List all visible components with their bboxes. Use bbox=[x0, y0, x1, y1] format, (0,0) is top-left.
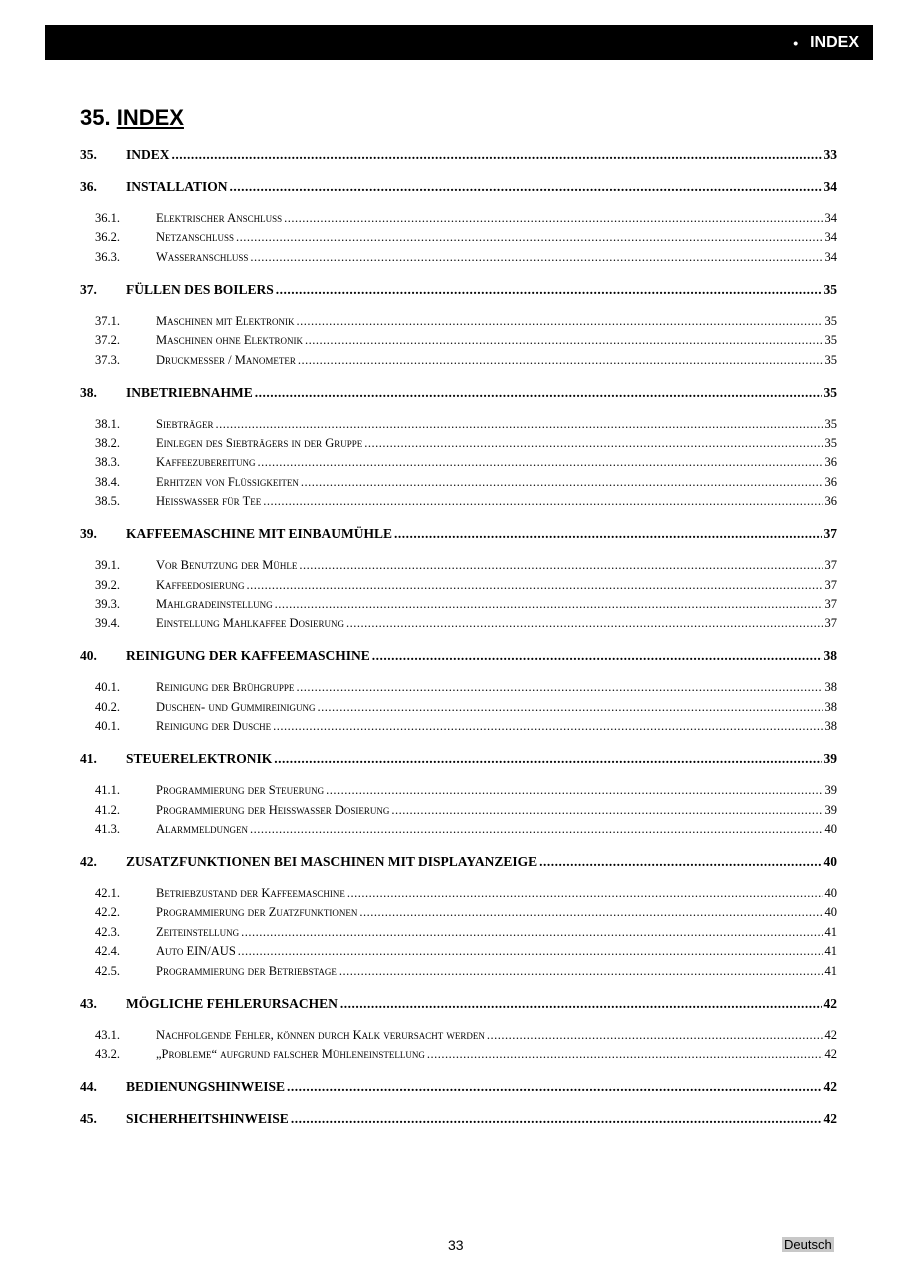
toc-section-row bbox=[80, 648, 837, 668]
toc-subsection-row bbox=[80, 616, 837, 636]
toc-number: 37.3. bbox=[95, 352, 120, 367]
toc-page-number: 39 bbox=[824, 783, 837, 798]
toc-page-number: 34 bbox=[824, 211, 837, 225]
toc-section-row bbox=[80, 179, 837, 199]
toc-title: Mahlgradeinstellung bbox=[156, 597, 273, 611]
toc-title: KAFFEEMASCHINE MIT EINBAUMÜHLE bbox=[126, 526, 393, 542]
toc-subsection-row bbox=[80, 905, 837, 925]
header-label: INDEX bbox=[810, 33, 859, 51]
toc-title: FÜLLEN DES BOILERS bbox=[126, 281, 274, 297]
toc-number: 38.1. bbox=[95, 416, 120, 431]
toc-dot-leader bbox=[339, 964, 823, 979]
toc-section-row bbox=[80, 282, 837, 302]
toc-number: 40. bbox=[80, 648, 97, 664]
toc-section-row bbox=[80, 854, 837, 874]
toc-number: 38.4. bbox=[95, 474, 120, 489]
toc-title: Duschen- und Gummireinigung bbox=[156, 699, 316, 714]
toc-number: 42.4. bbox=[95, 944, 120, 959]
toc-dot-leader bbox=[326, 783, 822, 798]
toc-number: 37.1. bbox=[95, 313, 120, 328]
toc-page-number: 41 bbox=[824, 944, 837, 959]
toc-title: BEDIENUNGSHINWEISE bbox=[126, 1079, 286, 1094]
toc-number: 40.1. bbox=[95, 680, 120, 695]
toc-number: 36.2. bbox=[95, 230, 120, 245]
toc-number: 37.2. bbox=[95, 333, 120, 348]
header-bullet: • bbox=[793, 34, 799, 51]
toc-number: 36.3. bbox=[95, 249, 120, 264]
toc-subsection-row bbox=[80, 494, 837, 514]
toc-subsection-row bbox=[80, 925, 837, 945]
toc-page-number: 34 bbox=[824, 230, 837, 245]
toc-page-number: 38 bbox=[824, 699, 837, 714]
toc-subsection-row bbox=[80, 886, 837, 906]
toc-dot-leader bbox=[276, 282, 822, 298]
toc-title: Alarmmeldungen bbox=[156, 822, 249, 836]
toc-dot-leader bbox=[359, 905, 822, 920]
page-number: 33 bbox=[448, 1237, 464, 1253]
toc-subsection-row bbox=[80, 436, 837, 456]
toc-dot-leader bbox=[284, 211, 822, 226]
toc-section-row bbox=[80, 1111, 837, 1131]
toc-number: 36. bbox=[80, 179, 97, 194]
toc-page-number: 37 bbox=[824, 616, 837, 631]
toc-page-number: 37 bbox=[824, 577, 837, 592]
title-text: INDEX bbox=[116, 105, 184, 130]
toc-number: 42.2. bbox=[95, 905, 120, 920]
toc-section-row bbox=[80, 1079, 837, 1099]
toc-dot-leader bbox=[258, 455, 823, 470]
toc-title: Kaffeezubereitung bbox=[156, 455, 256, 470]
toc-number: 44. bbox=[80, 1079, 97, 1094]
toc-section-row bbox=[80, 385, 837, 405]
toc-title: INSTALLATION bbox=[126, 179, 228, 194]
toc-dot-leader bbox=[274, 751, 821, 767]
toc-page-number: 40 bbox=[824, 886, 837, 900]
toc-title: INBETRIEBNAHME bbox=[126, 384, 253, 400]
toc-title: Vor Benutzung der Mühle bbox=[156, 558, 298, 573]
toc-page-number: 36 bbox=[824, 494, 837, 509]
toc-dot-leader bbox=[296, 680, 822, 695]
toc-title: Einlegen des Siebträgers in der Gruppe bbox=[156, 436, 363, 450]
language-label: Deutsch bbox=[784, 1237, 832, 1252]
toc-number: 39.3. bbox=[95, 597, 120, 611]
toc-dot-leader bbox=[230, 179, 822, 195]
toc-page-number: 35 bbox=[824, 352, 837, 367]
toc-dot-leader bbox=[340, 996, 822, 1012]
toc-page-number: 40 bbox=[824, 905, 837, 920]
toc-page-number: 35 bbox=[824, 333, 837, 348]
toc-page-number: 39 bbox=[824, 802, 837, 817]
toc-number: 40.2. bbox=[95, 699, 120, 714]
toc-title: Maschinen ohne Elektronik bbox=[156, 333, 303, 348]
toc-subsection-row bbox=[80, 211, 837, 231]
toc-subsection-row bbox=[80, 250, 837, 270]
toc-section-row bbox=[80, 751, 837, 771]
toc-dot-leader bbox=[247, 578, 823, 593]
toc-subsection-row bbox=[80, 1047, 837, 1067]
toc-dot-leader bbox=[172, 147, 822, 163]
toc-page-number: 40 bbox=[823, 854, 837, 869]
toc-dot-leader bbox=[299, 558, 822, 573]
toc-title: REINIGUNG DER KAFFEEMASCHINE bbox=[126, 648, 370, 664]
toc-number: 43.1. bbox=[95, 1027, 120, 1042]
toc-number: 41.1. bbox=[95, 783, 120, 798]
toc-title: Programmierung der Zuatzfunktionen bbox=[156, 905, 358, 920]
toc-dot-leader bbox=[317, 700, 822, 715]
toc-dot-leader bbox=[236, 230, 822, 245]
toc-dot-leader bbox=[347, 886, 823, 901]
toc-subsection-row bbox=[80, 455, 837, 475]
toc-title: MÖGLICHE FEHLERURSACHEN bbox=[126, 995, 338, 1011]
toc-number: 43.2. bbox=[95, 1047, 120, 1061]
toc-number: 39. bbox=[80, 526, 97, 542]
toc-dot-leader bbox=[238, 944, 823, 959]
toc-number: 39.2. bbox=[95, 577, 120, 592]
toc-dot-leader bbox=[372, 648, 822, 664]
header-bar bbox=[45, 25, 873, 60]
toc-number: 37. bbox=[80, 281, 97, 297]
toc-dot-leader bbox=[273, 719, 822, 734]
toc-title: Kaffeedosierung bbox=[156, 577, 245, 592]
toc-subsection-row bbox=[80, 230, 837, 250]
toc-subsection-row bbox=[80, 783, 837, 803]
toc-dot-leader bbox=[305, 333, 823, 348]
toc-title: Programmierung der Steuerung bbox=[156, 783, 325, 798]
toc-dot-leader bbox=[287, 1079, 821, 1095]
toc-subsection-row bbox=[80, 803, 837, 823]
toc-subsection-row bbox=[80, 944, 837, 964]
toc-number: 36.1. bbox=[95, 211, 120, 225]
toc-title: „Probleme“ aufgrund falscher Mühleneinstellung bbox=[156, 1047, 425, 1061]
toc-subsection-row bbox=[80, 333, 837, 353]
toc-title: Elektrischer Anschluss bbox=[156, 211, 283, 225]
toc-page-number: 36 bbox=[824, 474, 837, 489]
toc-title: Reinigung der Brühgruppe bbox=[156, 680, 295, 695]
toc-dot-leader bbox=[241, 925, 822, 940]
toc-title: Reinigung der Dusche bbox=[156, 719, 272, 734]
toc-subsection-row bbox=[80, 822, 837, 842]
toc-subsection-row bbox=[80, 700, 837, 720]
toc-subsection-row bbox=[80, 314, 837, 334]
toc-subsection-row bbox=[80, 558, 837, 578]
toc-title: Maschinen mit Elektronik bbox=[156, 313, 295, 328]
toc-dot-leader bbox=[394, 526, 821, 542]
toc-subsection-row bbox=[80, 597, 837, 617]
toc-subsection-row bbox=[80, 719, 837, 739]
toc-title: Siebträger bbox=[156, 416, 214, 431]
toc-number: 38.3. bbox=[95, 455, 120, 470]
toc-dot-leader bbox=[301, 475, 823, 490]
toc-dot-leader bbox=[250, 822, 822, 837]
toc-dot-leader bbox=[391, 803, 822, 818]
toc-dot-leader bbox=[346, 616, 822, 631]
toc-page-number: 42 bbox=[823, 1079, 837, 1094]
toc-section-row bbox=[80, 147, 837, 167]
toc-page-number: 40 bbox=[824, 822, 837, 836]
toc-number: 45. bbox=[80, 1111, 97, 1126]
toc-dot-leader bbox=[291, 1111, 822, 1127]
toc-page-number: 41 bbox=[824, 924, 837, 939]
toc-number: 42. bbox=[80, 854, 97, 869]
toc-title: Programmierung der Heisswasser Dosierung bbox=[156, 802, 390, 817]
toc-title: Programmierung der Betriebstage bbox=[156, 963, 337, 978]
toc-page-number: 35 bbox=[823, 281, 837, 297]
toc-number: 41.3. bbox=[95, 822, 120, 836]
toc-title: Nachfolgende Fehler, können durch Kalk verursacht werden bbox=[156, 1027, 485, 1042]
toc-subsection-row bbox=[80, 353, 837, 373]
toc-page-number: 35 bbox=[823, 384, 837, 400]
toc-page-number: 35 bbox=[824, 416, 837, 431]
toc-subsection-row bbox=[80, 475, 837, 495]
toc-number: 35. bbox=[80, 147, 97, 162]
toc-title: Auto EIN/AUS bbox=[156, 944, 236, 959]
toc-page-number: 37 bbox=[824, 597, 837, 611]
toc-title: Druckmesser / Manometer bbox=[156, 352, 296, 367]
toc-page-number: 41 bbox=[824, 963, 837, 978]
toc-page-number: 42 bbox=[824, 1047, 837, 1061]
toc-number: 39.4. bbox=[95, 616, 120, 631]
toc-subsection-row bbox=[80, 1028, 837, 1048]
toc-number: 43. bbox=[80, 995, 97, 1011]
toc-dot-leader bbox=[364, 436, 822, 451]
toc-number: 39.1. bbox=[95, 558, 120, 573]
toc-page-number: 33 bbox=[823, 147, 837, 162]
toc-dot-leader bbox=[250, 250, 822, 265]
toc-dot-leader bbox=[298, 353, 823, 368]
page-title bbox=[80, 105, 184, 131]
toc-number: 41.2. bbox=[95, 802, 120, 817]
toc-title: Einstellung Mahlkaffee Dosierung bbox=[156, 616, 345, 631]
toc-page-number: 37 bbox=[823, 526, 837, 542]
toc-subsection-row bbox=[80, 964, 837, 984]
toc-page-number: 42 bbox=[824, 1027, 837, 1042]
toc-page-number: 37 bbox=[824, 558, 837, 573]
toc-number: 38.5. bbox=[95, 494, 120, 509]
toc-number: 38. bbox=[80, 384, 97, 400]
toc-dot-leader bbox=[427, 1047, 823, 1062]
toc-title: INDEX bbox=[126, 147, 170, 162]
toc-page-number: 35 bbox=[824, 436, 837, 450]
toc-section-row bbox=[80, 996, 837, 1016]
toc-page-number: 38 bbox=[824, 719, 837, 734]
toc-title: Heißwasser für Tee bbox=[156, 494, 262, 509]
title-number: 35. bbox=[80, 105, 111, 130]
toc-number: 41. bbox=[80, 751, 97, 767]
toc-page-number: 39 bbox=[823, 751, 837, 767]
toc-dot-leader bbox=[487, 1028, 823, 1043]
toc-page-number: 34 bbox=[824, 249, 837, 264]
toc-title: STEUERELEKTRONIK bbox=[126, 751, 273, 767]
toc-number: 38.2. bbox=[95, 436, 120, 450]
toc-subsection-row bbox=[80, 417, 837, 437]
toc-number: 42.3. bbox=[95, 924, 120, 939]
toc-title: SICHERHEITSHINWEISE bbox=[126, 1111, 289, 1126]
toc-number: 42.1. bbox=[95, 886, 120, 900]
toc-page-number: 35 bbox=[824, 313, 837, 328]
toc-page-number: 38 bbox=[824, 680, 837, 695]
toc-dot-leader bbox=[263, 494, 822, 509]
toc-title: Netzanschluss bbox=[156, 230, 235, 245]
toc-subsection-row bbox=[80, 680, 837, 700]
toc-dot-leader bbox=[539, 854, 821, 870]
toc-page-number: 42 bbox=[823, 995, 837, 1011]
toc-number: 40.1. bbox=[95, 719, 120, 734]
toc-dot-leader bbox=[297, 314, 823, 329]
toc-page-number: 36 bbox=[824, 455, 837, 470]
toc-title: ZUSATZFUNKTIONEN BEI MASCHINEN MIT DISPLAYANZEIGE bbox=[126, 854, 538, 869]
toc-title: Wasseranschluß bbox=[156, 249, 249, 264]
toc-dot-leader bbox=[255, 385, 822, 401]
toc-dot-leader bbox=[275, 597, 823, 612]
toc-subsection-row bbox=[80, 578, 837, 598]
toc-number: 42.5. bbox=[95, 963, 120, 978]
toc-page-number: 34 bbox=[823, 179, 837, 194]
toc-title: Zeiteinstellung bbox=[156, 924, 240, 939]
toc-dot-leader bbox=[215, 417, 822, 432]
toc-title: Erhitzen von Flüssigkeiten bbox=[156, 474, 299, 489]
toc-title: Betriebzustand der Kaffeemaschine bbox=[156, 886, 345, 900]
toc-section-row bbox=[80, 526, 837, 546]
toc-page-number: 38 bbox=[823, 648, 837, 664]
toc-page-number: 42 bbox=[823, 1111, 837, 1126]
